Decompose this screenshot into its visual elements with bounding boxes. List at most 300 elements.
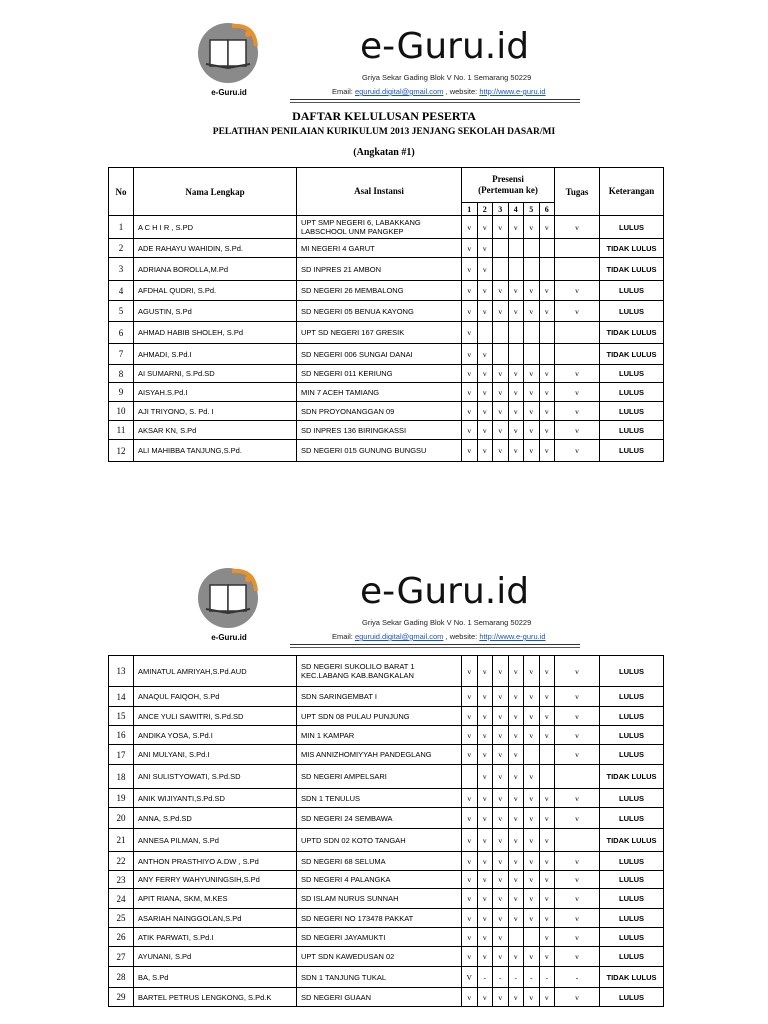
attendance-mark: v <box>477 889 493 909</box>
task-mark <box>555 322 600 344</box>
remark-status: LULUS <box>600 871 664 889</box>
task-mark: v <box>555 726 600 745</box>
attendance-mark: v <box>524 440 540 462</box>
attendance-mark: v <box>539 365 555 383</box>
remark-status: TIDAK LULUS <box>600 344 664 365</box>
attendance-mark <box>493 322 509 344</box>
participant-institution: SD NEGERI 015 GUNUNG BUNGSU <box>297 440 462 462</box>
header-attendance-sub: (Pertemuan ke) <box>478 185 538 195</box>
attendance-mark: v <box>477 808 493 829</box>
attendance-mark: v <box>524 365 540 383</box>
attendance-mark: v <box>462 889 478 909</box>
table-row <box>109 988 664 1007</box>
attendance-mark: v <box>477 765 493 789</box>
table-row <box>109 967 664 988</box>
attendance-mark: v <box>462 258 478 281</box>
remark-status: TIDAK LULUS <box>600 239 664 258</box>
remark-status: TIDAK LULUS <box>600 258 664 281</box>
attendance-mark: v <box>462 301 478 322</box>
table-row <box>109 726 664 745</box>
attendance-mark: v <box>524 301 540 322</box>
attendance-mark: v <box>493 707 509 726</box>
participant-institution: SD NEGERI 05 BENUA KAYONG <box>297 301 462 322</box>
attendance-mark: v <box>508 440 524 462</box>
remark-status: LULUS <box>600 947 664 967</box>
row-number: 22 <box>109 852 134 871</box>
attendance-mark: v <box>524 726 540 745</box>
row-number: 10 <box>109 402 134 421</box>
task-mark: v <box>555 281 600 301</box>
participant-institution: UPTD SDN 02 KOTO TANGAH <box>297 829 462 852</box>
participant-name: AJI TRIYONO, S. Pd. I <box>134 402 297 421</box>
row-number: 28 <box>109 967 134 988</box>
row-number: 6 <box>109 322 134 344</box>
attendance-mark: v <box>508 687 524 707</box>
attendance-mark: v <box>462 829 478 852</box>
table-row <box>109 687 664 707</box>
attendance-mark: v <box>462 216 478 239</box>
participant-name: AFDHAL QUDRI, S.Pd. <box>134 281 297 301</box>
attendance-mark: v <box>493 745 509 765</box>
attendance-mark: v <box>524 383 540 402</box>
attendance-mark <box>524 239 540 258</box>
attendance-mark: v <box>477 726 493 745</box>
attendance-mark: v <box>477 988 493 1007</box>
attendance-mark: v <box>524 947 540 967</box>
document-subtitle: PELATIHAN PENILAIAN KURIKULUM 2013 JENJANG SEKOLAH DASAR/MI <box>212 127 556 137</box>
attendance-mark: v <box>493 871 509 889</box>
row-number: 18 <box>109 765 134 789</box>
remark-status: LULUS <box>600 687 664 707</box>
task-mark: v <box>555 421 600 440</box>
attendance-mark: v <box>508 889 524 909</box>
row-number: 20 <box>109 808 134 829</box>
participant-name: AMINATUL AMRIYAH,S.Pd.AUD <box>134 656 297 687</box>
task-mark: v <box>555 440 600 462</box>
address: Griya Sekar Gading Blok V No. 1 Semarang 50229 <box>362 618 532 627</box>
participant-institution: SD NEGERI GUAAN <box>297 988 462 1007</box>
address: Griya Sekar Gading Blok V No. 1 Semarang 50229 <box>362 73 532 82</box>
row-number: 9 <box>109 383 134 402</box>
attendance-mark: v <box>462 281 478 301</box>
attendance-mark: v <box>462 988 478 1007</box>
remark-status: LULUS <box>600 707 664 726</box>
participant-name: ALI MAHIBBA TANJUNG,S.Pd. <box>134 440 297 462</box>
remark-status: LULUS <box>600 281 664 301</box>
participants-table-continued <box>108 655 664 1007</box>
attendance-mark: v <box>493 383 509 402</box>
row-number: 27 <box>109 947 134 967</box>
e-guru-logo <box>196 20 266 100</box>
attendance-mark: v <box>539 440 555 462</box>
attendance-mark: v <box>539 928 555 947</box>
table-row <box>109 889 664 909</box>
header-session-2: 2 <box>477 203 493 216</box>
header-rule <box>290 644 580 645</box>
attendance-mark <box>524 344 540 365</box>
header-attendance <box>462 168 555 203</box>
participant-name: AYUNANI, S.Pd <box>134 947 297 967</box>
header-rule-thin <box>290 102 580 103</box>
participant-institution: SDN SARINGEMBAT I <box>297 687 462 707</box>
remark-status: LULUS <box>600 852 664 871</box>
attendance-mark: v <box>462 656 478 687</box>
remark-status: LULUS <box>600 383 664 402</box>
header-session-5: 5 <box>524 203 540 216</box>
participant-institution: SD INPRES 136 BIRINGKASSI <box>297 421 462 440</box>
participant-name: AGUSTIN, S.Pd <box>134 301 297 322</box>
email-link[interactable]: eguruid.digital@gmail.com <box>354 632 444 641</box>
remark-status: LULUS <box>600 440 664 462</box>
table-row <box>109 421 664 440</box>
attendance-mark: v <box>539 301 555 322</box>
remark-status: LULUS <box>600 216 664 239</box>
remark-status: TIDAK LULUS <box>600 322 664 344</box>
row-number: 15 <box>109 707 134 726</box>
attendance-mark: v <box>493 281 509 301</box>
attendance-mark: v <box>477 928 493 947</box>
attendance-mark: v <box>539 421 555 440</box>
table-row <box>109 909 664 928</box>
email-label: Email: <box>332 632 353 641</box>
attendance-mark <box>493 344 509 365</box>
table-row <box>109 365 664 383</box>
contact-line <box>332 87 546 96</box>
attendance-mark: v <box>493 365 509 383</box>
logo-caption: e-Guru.id <box>211 88 247 97</box>
task-mark: v <box>555 928 600 947</box>
attendance-mark <box>539 239 555 258</box>
participant-name: AI SUMARNI, S.Pd.SD <box>134 365 297 383</box>
table-row <box>109 258 664 281</box>
attendance-mark: v <box>477 852 493 871</box>
attendance-mark: v <box>539 909 555 928</box>
email-link[interactable]: eguruid.digital@gmail.com <box>354 87 444 96</box>
attendance-mark: v <box>508 707 524 726</box>
attendance-mark: v <box>539 656 555 687</box>
attendance-mark: v <box>477 909 493 928</box>
remark-status: LULUS <box>600 726 664 745</box>
attendance-mark: v <box>477 383 493 402</box>
remark-status: LULUS <box>600 365 664 383</box>
row-number: 11 <box>109 421 134 440</box>
participant-name: APIT RIANA, SKM, M.KES <box>134 889 297 909</box>
table-row <box>109 239 664 258</box>
participant-name: ANIK WIJIYANTI,S.Pd.SD <box>134 789 297 808</box>
book-logo-icon <box>196 565 262 631</box>
attendance-mark: v <box>539 383 555 402</box>
attendance-mark: - <box>508 967 524 988</box>
attendance-mark: v <box>477 421 493 440</box>
participant-name: ANNA, S.Pd.SD <box>134 808 297 829</box>
attendance-mark: v <box>462 871 478 889</box>
table-row <box>109 789 664 808</box>
attendance-mark: v <box>462 947 478 967</box>
table-row <box>109 402 664 421</box>
email-label: Email: <box>332 87 353 96</box>
row-number: 3 <box>109 258 134 281</box>
website-link[interactable]: http://www.e-guru.id <box>479 87 546 96</box>
attendance-mark: v <box>524 656 540 687</box>
attendance-mark: v <box>524 909 540 928</box>
attendance-mark: v <box>508 726 524 745</box>
attendance-mark: v <box>508 909 524 928</box>
participant-name: AHMADI, S.Pd.I <box>134 344 297 365</box>
attendance-mark: v <box>477 344 493 365</box>
table-row <box>109 301 664 322</box>
website-label: , website: <box>445 87 478 96</box>
attendance-mark: v <box>508 216 524 239</box>
attendance-mark <box>524 258 540 281</box>
attendance-mark: v <box>524 829 540 852</box>
document-batch: (Angkatan #1) <box>353 147 415 158</box>
table-row <box>109 383 664 402</box>
attendance-mark: v <box>493 909 509 928</box>
task-mark: v <box>555 947 600 967</box>
attendance-mark <box>508 344 524 365</box>
attendance-mark: v <box>508 421 524 440</box>
attendance-mark <box>539 322 555 344</box>
attendance-mark: v <box>462 322 478 344</box>
attendance-mark: v <box>493 421 509 440</box>
participant-institution: SD ISLAM NURUS SUNNAH <box>297 889 462 909</box>
participant-name: ANI MULYANI, S.Pd.I <box>134 745 297 765</box>
attendance-mark: v <box>508 301 524 322</box>
attendance-mark: v <box>462 687 478 707</box>
attendance-mark: v <box>477 656 493 687</box>
remark-status: LULUS <box>600 789 664 808</box>
attendance-mark: v <box>493 947 509 967</box>
table-row <box>109 808 664 829</box>
participant-name: ANTHON PRASTHIYO A.DW , S.Pd <box>134 852 297 871</box>
remark-status: LULUS <box>600 889 664 909</box>
participant-name: ADE RAHAYU WAHIDIN, S.Pd. <box>134 239 297 258</box>
attendance-mark: v <box>539 216 555 239</box>
task-mark: v <box>555 656 600 687</box>
attendance-mark: v <box>462 789 478 808</box>
attendance-mark: v <box>539 281 555 301</box>
remark-status: TIDAK LULUS <box>600 967 664 988</box>
attendance-mark <box>493 239 509 258</box>
website-link[interactable]: http://www.e-guru.id <box>479 632 546 641</box>
attendance-mark: v <box>508 988 524 1007</box>
participant-institution: SD NEGERI JAYAMUKTI <box>297 928 462 947</box>
task-mark <box>555 344 600 365</box>
row-number: 23 <box>109 871 134 889</box>
book-logo-icon <box>196 20 262 86</box>
attendance-mark: v <box>493 928 509 947</box>
attendance-mark: v <box>539 947 555 967</box>
row-number: 2 <box>109 239 134 258</box>
attendance-mark: v <box>493 687 509 707</box>
attendance-mark: v <box>493 829 509 852</box>
attendance-mark: v <box>508 656 524 687</box>
participant-name: ADRIANA BOROLLA,M.Pd <box>134 258 297 281</box>
participant-institution: SDN 1 TANJUNG TUKAL <box>297 967 462 988</box>
attendance-mark: v <box>539 707 555 726</box>
task-mark: v <box>555 988 600 1007</box>
participant-institution: SD NEGERI NO 173478 PAKKAT <box>297 909 462 928</box>
row-number: 21 <box>109 829 134 852</box>
attendance-mark: v <box>539 789 555 808</box>
attendance-mark: v <box>462 726 478 745</box>
attendance-mark: v <box>508 383 524 402</box>
attendance-mark: v <box>493 852 509 871</box>
participant-name: AISYAH.S.Pd.I <box>134 383 297 402</box>
remark-status: LULUS <box>600 808 664 829</box>
attendance-mark: v <box>524 889 540 909</box>
task-mark: v <box>555 216 600 239</box>
row-number: 29 <box>109 988 134 1007</box>
header-name: Nama Lengkap <box>134 168 297 216</box>
header-institution: Asal Instansi <box>297 168 462 216</box>
participant-name: ANY FERRY WAHYUNINGSIH,S.Pd <box>134 871 297 889</box>
table-row <box>109 829 664 852</box>
row-number: 8 <box>109 365 134 383</box>
remark-status: TIDAK LULUS <box>600 829 664 852</box>
attendance-mark: v <box>493 402 509 421</box>
header-remark: Keterangan <box>600 168 664 216</box>
attendance-mark: v <box>477 947 493 967</box>
participant-institution: SD NEGERI 011 KERIUNG <box>297 365 462 383</box>
document-title: DAFTAR KELULUSAN PESERTA <box>292 109 476 123</box>
participant-institution: SD NEGERI SUKOLILO BARAT 1 KEC.LABANG KAB.BANGKALAN <box>297 656 462 687</box>
attendance-mark: v <box>477 440 493 462</box>
attendance-mark: v <box>508 871 524 889</box>
attendance-mark: v <box>493 301 509 322</box>
attendance-mark: v <box>477 687 493 707</box>
attendance-mark: v <box>539 726 555 745</box>
attendance-mark: v <box>462 421 478 440</box>
attendance-mark: v <box>493 726 509 745</box>
attendance-mark: v <box>477 871 493 889</box>
participant-institution: UPT SMP NEGERI 6, LABAKKANG LABSCHOOL UNM PANGKEP <box>297 216 462 239</box>
remark-status: LULUS <box>600 928 664 947</box>
attendance-mark <box>539 258 555 281</box>
participants-table <box>108 167 664 462</box>
row-number: 24 <box>109 889 134 909</box>
remark-status: LULUS <box>600 301 664 322</box>
attendance-mark: v <box>508 852 524 871</box>
task-mark: v <box>555 909 600 928</box>
row-number: 16 <box>109 726 134 745</box>
attendance-mark: v <box>477 365 493 383</box>
row-number: 4 <box>109 281 134 301</box>
attendance-mark <box>539 344 555 365</box>
attendance-mark: v <box>524 421 540 440</box>
remark-status: LULUS <box>600 421 664 440</box>
attendance-mark: v <box>462 852 478 871</box>
e-guru-logo <box>196 565 266 645</box>
attendance-mark: v <box>539 687 555 707</box>
attendance-mark: v <box>524 988 540 1007</box>
attendance-mark <box>508 258 524 281</box>
attendance-mark: v <box>524 216 540 239</box>
table-row <box>109 707 664 726</box>
table-row <box>109 322 664 344</box>
attendance-mark: v <box>524 402 540 421</box>
attendance-mark: v <box>462 909 478 928</box>
participant-institution: MIN 7 ACEH TAMIANG <box>297 383 462 402</box>
attendance-mark: v <box>508 281 524 301</box>
attendance-mark: v <box>462 440 478 462</box>
participant-institution: UPT SDN 08 PULAU PUNJUNG <box>297 707 462 726</box>
attendance-mark <box>524 928 540 947</box>
task-mark: v <box>555 789 600 808</box>
participant-institution: SD NEGERI AMPELSARI <box>297 765 462 789</box>
table-row <box>109 281 664 301</box>
participant-institution: UPT SDN KAWEDUSAN 02 <box>297 947 462 967</box>
row-number: 1 <box>109 216 134 239</box>
participant-name: ANNESA PILMAN, S.Pd <box>134 829 297 852</box>
table-row <box>109 947 664 967</box>
attendance-mark: v <box>524 852 540 871</box>
attendance-mark: v <box>524 281 540 301</box>
task-mark: v <box>555 383 600 402</box>
attendance-mark: v <box>508 947 524 967</box>
attendance-mark: v <box>477 281 493 301</box>
attendance-mark: v <box>524 707 540 726</box>
participant-institution: MIS ANNIZHOMIYYAH PANDEGLANG <box>297 745 462 765</box>
participant-name: BARTEL PETRUS LENGKONG, S.Pd.K <box>134 988 297 1007</box>
task-mark: v <box>555 745 600 765</box>
task-mark: - <box>555 967 600 988</box>
attendance-mark: v <box>477 829 493 852</box>
header-attendance-label: Presensi <box>492 174 524 184</box>
participant-name: A C H I R , S.PD <box>134 216 297 239</box>
logo-caption: e-Guru.id <box>211 633 247 642</box>
attendance-mark: v <box>493 889 509 909</box>
remark-status: LULUS <box>600 909 664 928</box>
table-row <box>109 928 664 947</box>
task-mark: v <box>555 889 600 909</box>
contact-line <box>332 632 546 641</box>
remark-status: LULUS <box>600 988 664 1007</box>
attendance-mark: v <box>477 789 493 808</box>
header-session-6: 6 <box>539 203 555 216</box>
attendance-mark: v <box>493 765 509 789</box>
remark-status: TIDAK LULUS <box>600 765 664 789</box>
row-number: 5 <box>109 301 134 322</box>
attendance-mark: v <box>539 852 555 871</box>
attendance-mark: v <box>524 789 540 808</box>
participant-institution: MI NEGERI 4 GARUT <box>297 239 462 258</box>
attendance-mark: v <box>508 789 524 808</box>
attendance-mark <box>539 745 555 765</box>
participants-table-body <box>109 656 664 1007</box>
header-rule <box>290 99 580 100</box>
attendance-mark: v <box>508 829 524 852</box>
participants-table-body <box>109 216 664 462</box>
task-mark <box>555 829 600 852</box>
attendance-mark <box>524 322 540 344</box>
participant-institution: SDN PROYONANGGAN 09 <box>297 402 462 421</box>
header-session-1: 1 <box>462 203 478 216</box>
attendance-mark: v <box>477 402 493 421</box>
participant-name: AKSAR KN, S.Pd <box>134 421 297 440</box>
attendance-mark: v <box>524 871 540 889</box>
table-row <box>109 852 664 871</box>
participant-institution: UPT SD NEGERI 167 GRESIK <box>297 322 462 344</box>
task-mark: v <box>555 852 600 871</box>
task-mark <box>555 258 600 281</box>
attendance-mark: V <box>462 967 478 988</box>
attendance-mark: v <box>524 687 540 707</box>
task-mark <box>555 765 600 789</box>
attendance-mark: v <box>477 707 493 726</box>
attendance-mark: v <box>477 745 493 765</box>
brand-name: e-Guru.id <box>360 571 530 612</box>
